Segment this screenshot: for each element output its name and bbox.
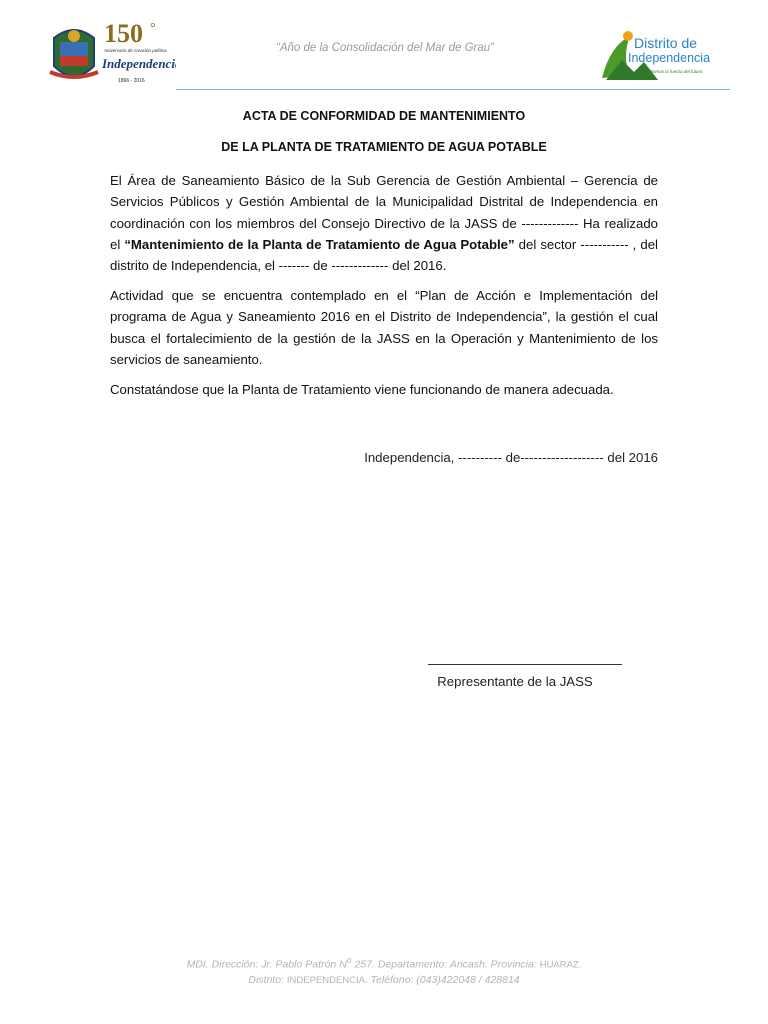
municipal-shield-icon — [50, 30, 98, 77]
svg-text:150: 150 — [104, 19, 143, 48]
signature-line — [428, 664, 622, 665]
svg-text:Distrito de: Distrito de — [634, 35, 698, 51]
footer-phone: Teléfono: (043)422048 / 428814 — [367, 973, 520, 986]
svg-text:1866 - 2016: 1866 - 2016 — [118, 78, 145, 84]
paragraph-1-text-a: El Área de Saneamiento Básico de la Sub Gerencia de Gestión Ambiental – Gerencia de Servicios Públicos y Gestión Ambiental de la Municipalidad Distrital de Independencia en coordinación con los miembros del Consejo Directivo de la JASS de ------------- Ha realizado el — [110, 173, 658, 252]
signature-caption: Representante de la JASS — [437, 674, 593, 689]
footer-address-text-2: 257. Departamento: Ancash. Provincia: — [351, 958, 540, 971]
footer-line-1 — [100, 953, 668, 973]
svg-text:Independencia: Independencia — [102, 56, 176, 71]
svg-text:Independencia: Independencia — [628, 51, 711, 65]
anniversary-logo — [46, 16, 176, 90]
footer-line-2 — [100, 973, 668, 988]
paragraph-1-text-b: del sector ----------- , del distrito de Independencia, el ------- de ------------- del 2016. — [110, 236, 658, 274]
svg-text:Aniversario de creación políti: Aniversario de creación política — [104, 48, 167, 53]
footer-number-sup: o — [346, 955, 352, 965]
paragraph-2: Actividad que se encuentra contemplado en el “Plan de Acción e Implementación del programa de Agua y Saneamiento 2016 en el Distrito de Independencia”, la gestión el cual busca el fortalecimiento de la gestión de la JASS en la Operación y Mantenimiento de los servicios de saneamiento. — [110, 288, 658, 367]
paragraph-1 — [110, 170, 658, 276]
district-logo — [600, 26, 730, 84]
footer-district-label: Distrito: — [248, 973, 287, 986]
svg-text:Somos la fuerza del futuro: Somos la fuerza del futuro — [650, 69, 703, 74]
footer-address-text: MDI. Dirección: Jr. Pablo Patrón N — [186, 958, 347, 971]
footer-address — [100, 953, 668, 988]
place-and-date: Independencia, ---------- de------------------- del 2016 — [364, 450, 658, 465]
paragraph-3: Constatándose que la Planta de Tratamiento viene funcionando de manera adecuada. — [110, 382, 614, 397]
footer-district: INDEPENDENCIA. — [286, 974, 368, 986]
footer-province: HUARAZ. — [539, 959, 582, 971]
header-divider — [176, 89, 730, 90]
document-title-line-2: DE LA PLANTA DE TRATAMIENTO DE AGUA POTABLE — [221, 140, 547, 154]
motto: “Año de la Consolidación del Mar de Grau” — [276, 42, 494, 54]
svg-text:°: ° — [150, 21, 156, 36]
paragraph-1-bold-phrase: “Mantenimiento de la Planta de Tratamiento de Agua Potable” — [124, 236, 515, 252]
document-title-line-1: ACTA DE CONFORMIDAD DE MANTENIMIENTO — [242, 109, 526, 123]
